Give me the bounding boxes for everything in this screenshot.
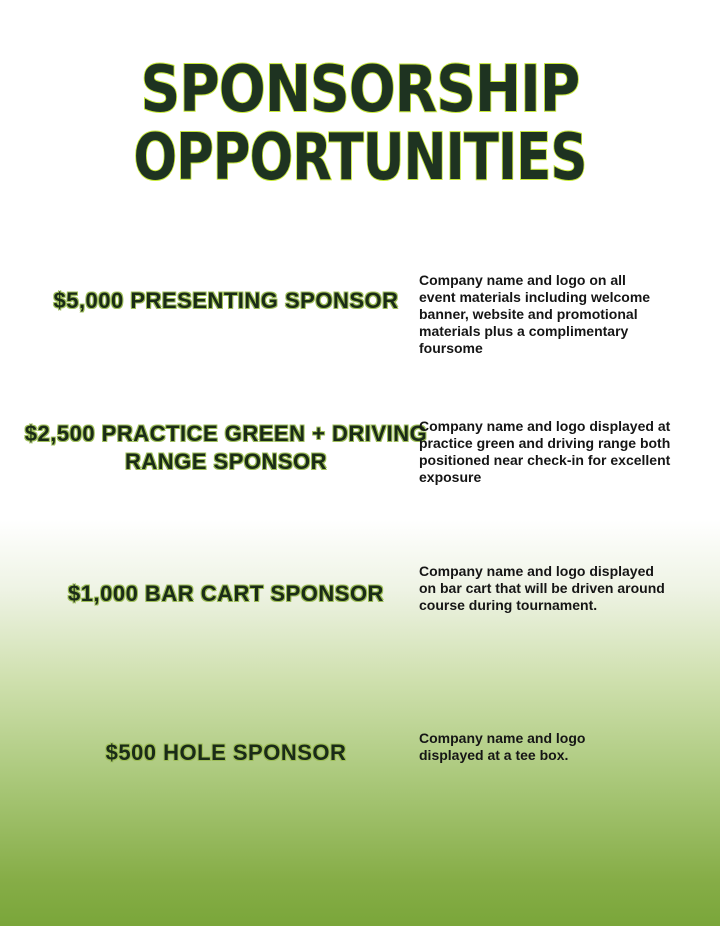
page-title-line-2: OPPORTUNITIES [133,121,587,195]
tier-description: Company name and logo displayed at practice green and driving range both positioned near check-in for excellent exposure [419,418,671,485]
tier-description: Company name and logo on all event materials including welcome banner, website and promotional materials plus a complimentary foursome [419,272,651,356]
tier-name: $2,500 PRACTICE GREEN + DRIVING RANGE SPONSOR [24,421,428,474]
tier-description: Company name and logo displayed at a tee box. [419,730,586,763]
tier-description: Company name and logo displayed on bar cart that will be driven around course during tournament. [419,563,665,613]
page-title-line-1: SPONSORSHIP [140,53,580,127]
tier-name: $500 HOLE SPONSOR [105,740,347,765]
tier-name: $1,000 BAR CART SPONSOR [68,581,384,606]
tier-name: $5,000 PRESENTING SPONSOR [53,288,399,313]
